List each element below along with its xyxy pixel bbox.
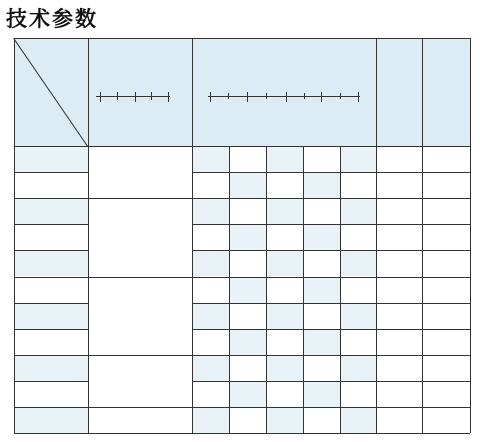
table-cell-width-b bbox=[422, 303, 470, 329]
grid-line bbox=[340, 146, 341, 433]
table-cell-flow bbox=[303, 381, 340, 407]
flow-scale-tick bbox=[210, 92, 211, 102]
grid-line bbox=[422, 38, 423, 433]
grid-line bbox=[14, 381, 88, 382]
grid-line bbox=[192, 355, 470, 356]
table-cell-width-b1 bbox=[376, 407, 422, 433]
table-cell-flow bbox=[340, 198, 376, 224]
table-cell-model bbox=[14, 277, 88, 303]
grid-line bbox=[192, 381, 470, 382]
table-cell-model bbox=[14, 381, 88, 407]
grid-line bbox=[192, 407, 470, 408]
table-cell-flow bbox=[303, 407, 340, 433]
flow-scale-tick bbox=[266, 93, 267, 99]
grid-line bbox=[14, 355, 88, 356]
table-cell-flow bbox=[340, 224, 376, 250]
table-cell-flow bbox=[340, 172, 376, 198]
grid-line bbox=[14, 277, 88, 278]
table-cell-flow bbox=[303, 277, 340, 303]
grid-line bbox=[88, 38, 89, 433]
table-cell-flow bbox=[303, 355, 340, 381]
table-cell-width-b1 bbox=[376, 329, 422, 355]
grid-line bbox=[266, 146, 267, 433]
table-cell-model bbox=[14, 303, 88, 329]
table-cell-flow bbox=[340, 407, 376, 433]
table-cell-model bbox=[14, 355, 88, 381]
table-cell-flow bbox=[266, 407, 303, 433]
table-cell-flow bbox=[340, 355, 376, 381]
header-bottom-border bbox=[14, 146, 470, 147]
table-cell-width-b1 bbox=[376, 224, 422, 250]
table-cell-width-b bbox=[422, 172, 470, 198]
table-cell-width-b bbox=[422, 250, 470, 276]
grid-line bbox=[14, 38, 15, 433]
table-cell-flow bbox=[303, 303, 340, 329]
grid-line bbox=[14, 172, 88, 173]
page-title: 技术参数 bbox=[6, 7, 98, 31]
table-cell-flow bbox=[266, 198, 303, 224]
table-cell-model bbox=[14, 146, 88, 172]
power-scale-tick bbox=[151, 92, 152, 100]
grid-line bbox=[14, 198, 88, 199]
table-cell-flow bbox=[229, 277, 266, 303]
table-cell-width-b1 bbox=[376, 172, 422, 198]
table-cell-flow bbox=[340, 381, 376, 407]
grid-line bbox=[192, 38, 193, 433]
flow-scale-tick bbox=[321, 92, 322, 102]
table-cell-model bbox=[14, 329, 88, 355]
flow-scale-tick bbox=[304, 93, 305, 99]
header-background bbox=[14, 38, 470, 146]
table-cell-flow bbox=[266, 277, 303, 303]
grid-line bbox=[88, 407, 192, 408]
table-cell-width-b bbox=[422, 277, 470, 303]
grid-line bbox=[192, 250, 470, 251]
table-cell-flow bbox=[229, 407, 266, 433]
table-cell-flow bbox=[229, 172, 266, 198]
grid-line bbox=[88, 277, 192, 278]
table-cell-width-b bbox=[422, 224, 470, 250]
table-cell-flow bbox=[303, 146, 340, 172]
table-cell-flow bbox=[340, 277, 376, 303]
table-cell-width-b bbox=[422, 146, 470, 172]
table-cell-model bbox=[14, 407, 88, 433]
table-cell-flow bbox=[303, 329, 340, 355]
flow-scale-tick bbox=[247, 92, 248, 102]
table-cell-model bbox=[14, 198, 88, 224]
power-scale-tick bbox=[117, 92, 118, 100]
grid-line bbox=[14, 407, 88, 408]
table-cell-flow bbox=[266, 250, 303, 276]
table-cell-width-b1 bbox=[376, 381, 422, 407]
flow-scale-tick bbox=[228, 93, 229, 99]
flow-scale-tick bbox=[340, 93, 341, 99]
table-cell-flow bbox=[303, 224, 340, 250]
table-cell-flow bbox=[192, 381, 229, 407]
power-scale-axis bbox=[96, 96, 170, 97]
table-cell-width-b bbox=[422, 198, 470, 224]
table-cell-flow bbox=[340, 329, 376, 355]
grid-line bbox=[192, 224, 470, 225]
table-cell-flow bbox=[192, 198, 229, 224]
table-cell-model bbox=[14, 224, 88, 250]
table-cell-power bbox=[88, 355, 192, 407]
table-cell-width-b1 bbox=[376, 277, 422, 303]
flow-scale-axis bbox=[208, 96, 360, 97]
table-cell-width-b bbox=[422, 381, 470, 407]
table-cell-flow bbox=[303, 198, 340, 224]
table-cell-flow bbox=[229, 250, 266, 276]
table-cell-flow bbox=[192, 303, 229, 329]
grid-line bbox=[229, 146, 230, 433]
grid-line bbox=[14, 329, 88, 330]
table-cell-flow bbox=[303, 172, 340, 198]
grid-line bbox=[192, 277, 470, 278]
table-top-border bbox=[14, 38, 470, 39]
table-cell-power bbox=[88, 277, 192, 355]
table-cell-flow bbox=[229, 381, 266, 407]
table-cell-width-b bbox=[422, 407, 470, 433]
grid-line bbox=[192, 198, 470, 199]
table-cell-flow bbox=[192, 146, 229, 172]
table-cell-flow bbox=[340, 146, 376, 172]
grid-line bbox=[14, 303, 88, 304]
flow-scale-tick bbox=[286, 92, 287, 102]
table-cell-flow bbox=[192, 355, 229, 381]
table-cell-flow bbox=[192, 277, 229, 303]
table-cell-power bbox=[88, 146, 192, 198]
table-cell-width-b1 bbox=[376, 250, 422, 276]
grid-line bbox=[14, 224, 88, 225]
table-cell-flow bbox=[266, 329, 303, 355]
table-cell-flow bbox=[266, 355, 303, 381]
table-cell-flow bbox=[340, 250, 376, 276]
table-cell-width-b1 bbox=[376, 355, 422, 381]
table-cell-flow bbox=[192, 172, 229, 198]
table-cell-width-b1 bbox=[376, 146, 422, 172]
table-cell-flow bbox=[229, 329, 266, 355]
grid-line bbox=[14, 250, 88, 251]
grid-line bbox=[88, 198, 192, 199]
table-cell-flow bbox=[266, 146, 303, 172]
table-cell-flow bbox=[229, 146, 266, 172]
power-scale-tick bbox=[168, 92, 169, 102]
grid-line bbox=[88, 433, 192, 434]
table-cell-power bbox=[88, 198, 192, 276]
table-cell-flow bbox=[229, 224, 266, 250]
table-cell-width-b bbox=[422, 329, 470, 355]
table-cell-flow bbox=[192, 329, 229, 355]
table-cell-flow bbox=[266, 303, 303, 329]
table-cell-flow bbox=[192, 250, 229, 276]
power-scale-tick bbox=[135, 92, 136, 102]
grid-line bbox=[303, 146, 304, 433]
grid-line bbox=[470, 38, 471, 433]
table-cell-flow bbox=[303, 250, 340, 276]
power-scale-tick bbox=[100, 92, 101, 102]
grid-line bbox=[192, 172, 470, 173]
table-cell-flow bbox=[192, 224, 229, 250]
table-cell-flow bbox=[266, 381, 303, 407]
grid-line bbox=[376, 38, 377, 433]
table-cell-flow bbox=[229, 355, 266, 381]
table-cell-model bbox=[14, 250, 88, 276]
grid-line bbox=[14, 433, 88, 434]
table-cell-flow bbox=[229, 198, 266, 224]
table-cell-flow bbox=[266, 224, 303, 250]
table-cell-width-b bbox=[422, 355, 470, 381]
table-cell-flow bbox=[266, 172, 303, 198]
table-cell-width-b1 bbox=[376, 198, 422, 224]
table-cell-model bbox=[14, 172, 88, 198]
table-cell-power bbox=[88, 407, 192, 433]
grid-line bbox=[88, 355, 192, 356]
table-cell-flow bbox=[229, 303, 266, 329]
grid-line bbox=[192, 303, 470, 304]
table-cell-flow bbox=[340, 303, 376, 329]
grid-line bbox=[192, 329, 470, 330]
flow-scale-tick bbox=[358, 92, 359, 102]
table-cell-flow bbox=[192, 407, 229, 433]
table-cell-width-b1 bbox=[376, 303, 422, 329]
grid-line bbox=[192, 433, 470, 434]
